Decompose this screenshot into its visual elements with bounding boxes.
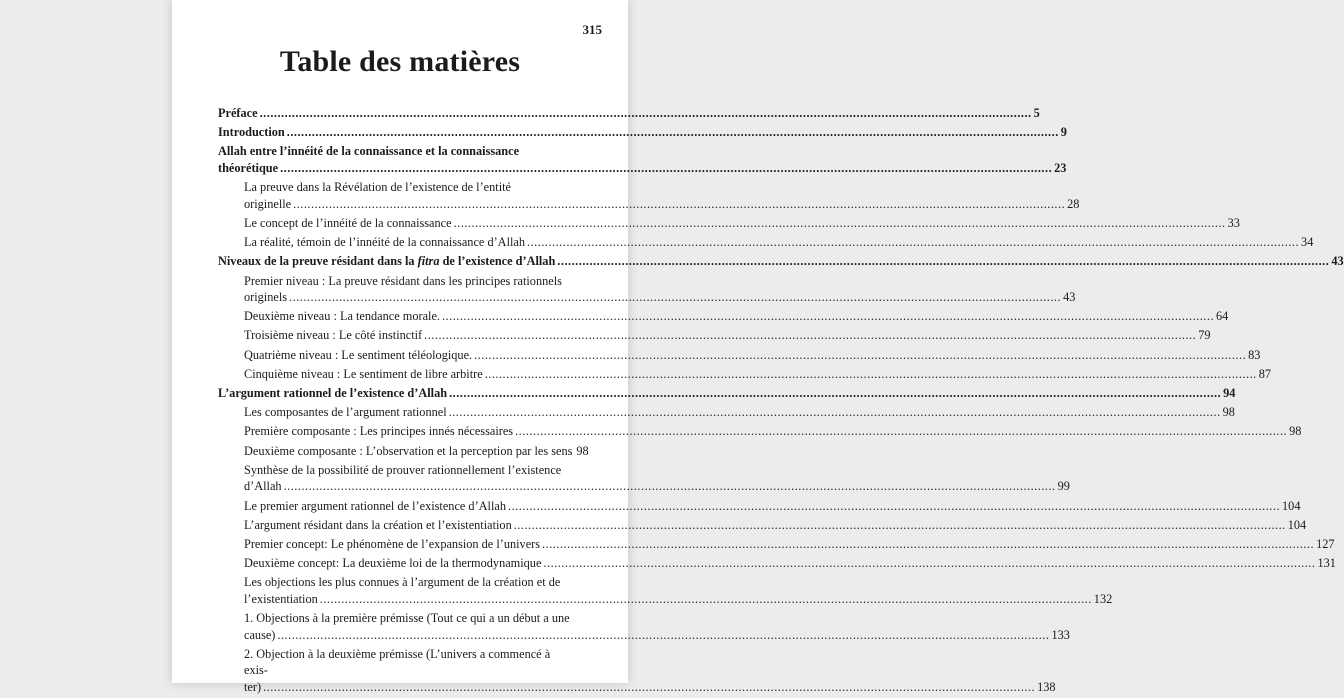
table-of-contents: [218, 105, 1344, 698]
toc-entry-text: Le concept de l’innéité de la connaissance: [244, 215, 452, 230]
toc-entry-row: [218, 105, 1040, 122]
toc-entry-text: d’Allah: [244, 479, 282, 494]
toc-entry-row: [244, 366, 1272, 383]
toc-entry-row: [244, 308, 1229, 325]
toc-subsection-entry: [218, 327, 1211, 344]
toc-entry-row: [244, 196, 1080, 213]
toc-entry-row: [244, 536, 1335, 553]
toc-entry-text: Synthèse de la possibilité de prouver rationnellement l’existence: [244, 462, 562, 477]
toc-subsection-entry: [218, 498, 1301, 515]
toc-entry-text: Premier niveau : La preuve résidant dans les principes rationnels: [244, 273, 562, 288]
toc-entry-row: [244, 627, 1070, 644]
toc-entry-text: Allah entre l’innéité de la connaissance et la connaissance: [218, 144, 520, 159]
toc-entry-text: ter): [244, 680, 262, 695]
toc-entry-row: [244, 591, 1113, 608]
toc-entry-text: Introduction: [218, 125, 285, 140]
toc-page-number: 23: [1054, 160, 1067, 175]
toc-dot-leader: [485, 367, 1257, 381]
toc-page-number: 104: [1282, 498, 1301, 513]
toc-subsection-entry: [218, 273, 1076, 306]
toc-entry-text: L’argument résidant dans la création et l’existentiation: [244, 517, 512, 532]
toc-entry-text: Troisième niveau : Le côté instinctif: [244, 328, 423, 343]
toc-entry-text: Niveaux de la preuve résidant dans la fitra de l’existence d’Allah: [218, 254, 556, 269]
toc-page-number: 98: [1222, 405, 1235, 420]
toc-page-number: 138: [1037, 680, 1056, 695]
toc-entry-row: [218, 160, 1067, 177]
toc-entry-text: Deuxième niveau : La tendance morale.: [244, 309, 440, 324]
toc-dot-leader: [474, 348, 1246, 362]
toc-entry-row: [244, 347, 1261, 364]
toc-page-number: 64: [1216, 309, 1229, 324]
toc-subsection-entry: [218, 555, 1336, 572]
toc-entry-row: [218, 253, 1344, 270]
toc-entry-row: [244, 517, 1307, 534]
toc-entry-text: L’argument rationnel de l’existence d’Allah: [218, 386, 448, 401]
toc-subsection-entry: [218, 179, 1080, 212]
toc-entry-row: [244, 327, 1211, 344]
toc-subsection-entry: [218, 234, 1314, 251]
toc-entry-text: l’existentiation: [244, 591, 318, 606]
toc-section-entry: [218, 385, 1236, 402]
toc-entry-row: [244, 234, 1314, 251]
toc-page-number: 131: [1317, 556, 1336, 571]
toc-dot-leader: [449, 405, 1221, 419]
toc-subsection-entry: [218, 517, 1307, 534]
toc-entry-text: Les composantes de l’argument rationnel: [244, 405, 447, 420]
toc-entry-text: Préface: [218, 106, 258, 120]
toc-dot-leader: [515, 424, 1287, 438]
toc-page-number: 132: [1093, 591, 1113, 606]
toc-entry-row: [244, 555, 1336, 572]
toc-dot-leader: [557, 254, 1329, 268]
toc-entry-row: [244, 215, 1240, 232]
toc-dot-leader: [293, 197, 1065, 211]
toc-page-number: 98: [1289, 424, 1302, 439]
toc-page-number: 83: [1248, 347, 1261, 362]
toc-section-entry: [218, 253, 1344, 270]
toc-page-number: 5: [1033, 106, 1040, 120]
toc-dot-leader: [260, 106, 1032, 120]
toc-entry-row: [244, 404, 1235, 421]
toc-page-number: 87: [1258, 366, 1272, 381]
toc-dot-leader: [280, 161, 1052, 175]
toc-page-number: 43: [1063, 290, 1076, 305]
toc-section-entry: [218, 105, 1040, 122]
toc-entry-text: La preuve dans la Révélation de l’existence de l’entité: [244, 180, 512, 195]
toc-page-number: 79: [1198, 328, 1211, 343]
toc-entry-text: Deuxième concept: La deuxième loi de la thermodynamique: [244, 556, 542, 571]
toc-entry-text: 2. Objection à la deuxième prémisse (L’univers a commencé à exis-: [244, 646, 551, 678]
toc-dot-leader: [320, 592, 1092, 606]
toc-entry-text: Cinquième niveau : Le sentiment de libre arbitre: [244, 366, 483, 381]
toc-entry-text: Le premier argument rationnel de l’existence d’Allah: [244, 498, 506, 513]
toc-entry-text: cause): [244, 627, 276, 642]
toc-subsection-entry: [218, 404, 1235, 421]
toc-page-number: 104: [1287, 517, 1307, 532]
toc-dot-leader: [289, 290, 1061, 304]
page-number: 315: [582, 22, 602, 37]
toc-entry-text: Deuxième composante : L’observation et la perception par les sens: [244, 443, 573, 458]
toc-dot-leader: [287, 125, 1059, 139]
toc-entry-text: Les objections les plus connues à l’argument de la création et de: [244, 575, 561, 590]
toc-subsection-entry: [218, 443, 589, 460]
toc-subsection-entry: [218, 308, 1229, 325]
toc-dot-leader: [442, 309, 1214, 323]
toc-entry-row: [218, 124, 1067, 141]
toc-entry-row: [244, 443, 589, 460]
toc-entry-text: Première composante : Les principes innés nécessaires: [244, 424, 514, 439]
toc-dot-leader: [514, 518, 1286, 532]
toc-page-number: 127: [1316, 536, 1335, 551]
toc-dot-leader: [543, 556, 1315, 570]
toc-subsection-entry: [218, 215, 1240, 232]
toc-subsection-entry: [218, 536, 1335, 553]
toc-dot-leader: [449, 386, 1221, 400]
toc-page-number: 34: [1301, 235, 1314, 250]
toc-page-number: 28: [1067, 196, 1080, 211]
toc-subsection-entry: [218, 423, 1302, 440]
toc-dot-leader: [542, 537, 1314, 551]
toc-section-entry: [218, 143, 1067, 176]
toc-page-number: 99: [1057, 479, 1070, 494]
toc-entry-row: [244, 478, 1070, 495]
toc-subsection-entry: [218, 646, 1056, 696]
toc-entry-text: originels: [244, 290, 288, 305]
toc-dot-leader: [277, 628, 1049, 642]
toc-page-number: 33: [1227, 215, 1240, 230]
toc-section-entry: [218, 124, 1067, 141]
toc-subsection-entry: [218, 462, 1070, 495]
document-page: [172, 0, 1344, 695]
toc-entry-row: [244, 679, 1056, 696]
toc-entry-row: [244, 498, 1301, 515]
toc-entry-text: 1. Objections à la première prémisse (Tout ce qui a un début a une: [244, 611, 570, 626]
toc-dot-leader: [284, 479, 1056, 493]
toc-subsection-entry: [218, 610, 1070, 643]
toc-entry-text: La réalité, témoin de l’innéité de la connaissance d’Allah: [244, 235, 526, 250]
toc-entry-text: Premier concept: Le phénomène de l’expansion de l’univers: [244, 536, 541, 551]
toc-subsection-entry: [218, 366, 1272, 383]
toc-entry-row: [218, 385, 1236, 402]
toc-page-number: 43: [1331, 254, 1344, 269]
toc-page-number: 133: [1051, 627, 1070, 642]
toc-entry-text: Quatrième niveau : Le sentiment téléologique.: [244, 347, 473, 362]
toc-page-number: 98: [576, 443, 589, 458]
toc-entry-text: théorétique: [218, 160, 279, 175]
page-title: Table des matières: [279, 45, 521, 78]
toc-dot-leader: [508, 499, 1280, 513]
toc-dot-leader: [263, 680, 1035, 694]
toc-dot-leader: [454, 216, 1226, 230]
toc-entry-text: originelle: [244, 196, 292, 211]
toc-page-number: 9: [1060, 125, 1067, 140]
toc-entry-row: [244, 289, 1076, 306]
toc-subsection-entry: [218, 574, 1113, 607]
toc-dot-leader: [424, 328, 1196, 342]
toc-subsection-entry: [218, 347, 1261, 364]
toc-dot-leader: [527, 235, 1299, 249]
toc-entry-row: [244, 423, 1302, 440]
toc-page-number: 94: [1223, 386, 1236, 401]
